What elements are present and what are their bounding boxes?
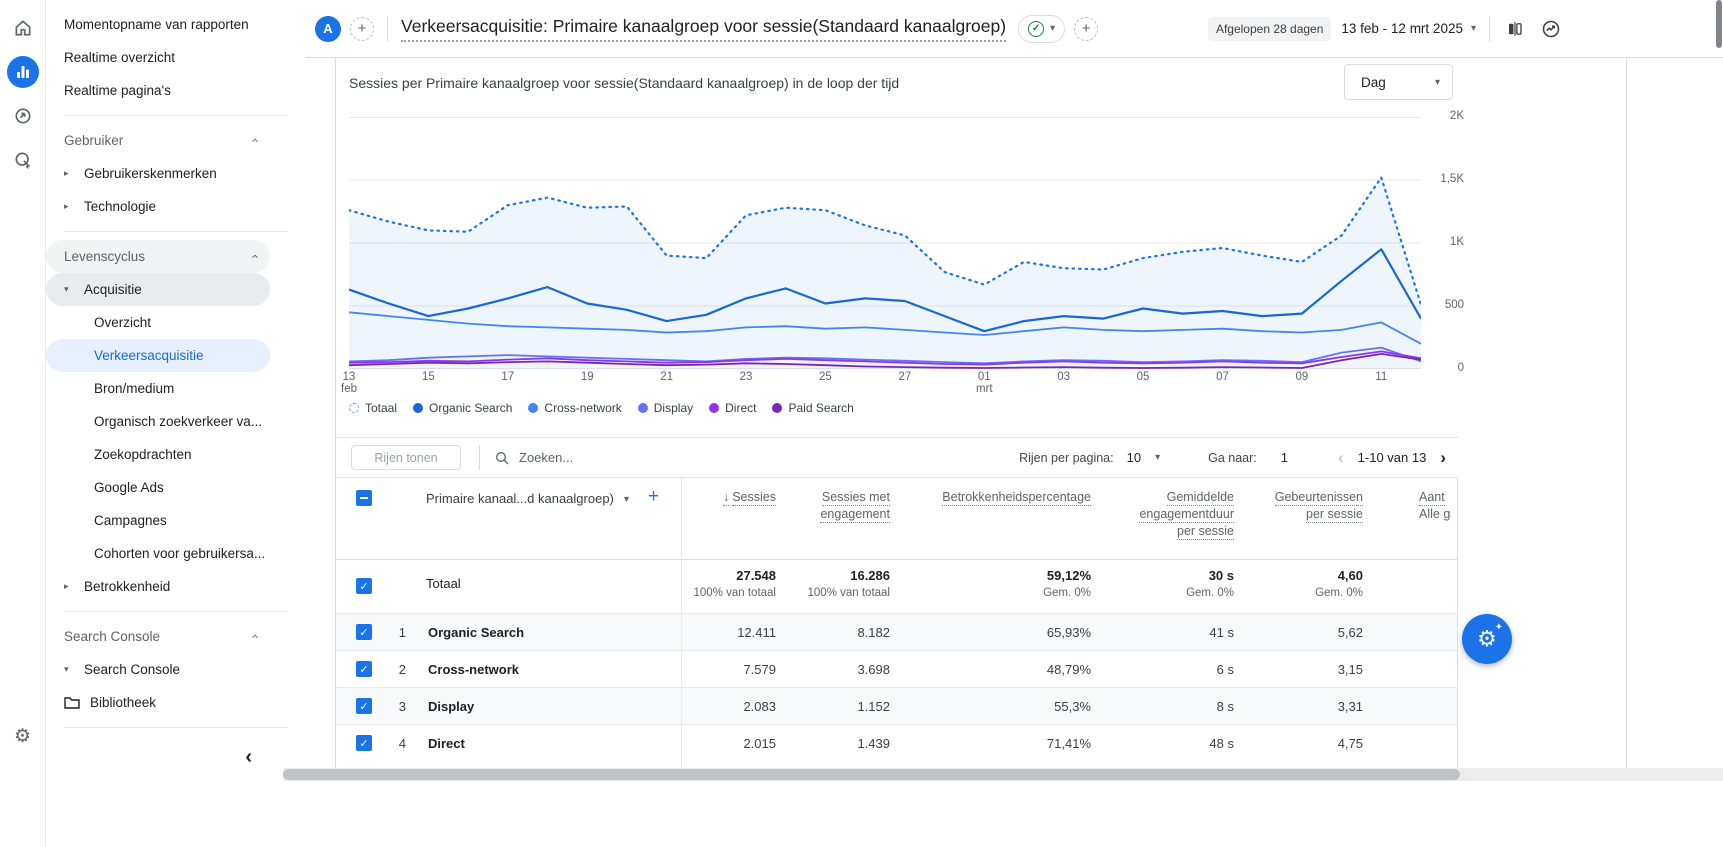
- row-channel-name: Display: [428, 698, 475, 714]
- column-header-aant[interactable]: [1363, 478, 1458, 559]
- row-index: 1: [398, 624, 406, 640]
- x-tick-day: 25: [819, 371, 832, 383]
- table-search: [494, 450, 739, 466]
- sidebar-item-label: Search Console: [84, 662, 181, 677]
- row-channel-name: Direct: [428, 735, 465, 751]
- chevron-down-icon[interactable]: ▾: [1470, 23, 1476, 34]
- advertising-icon[interactable]: [7, 144, 39, 176]
- x-tick-label: [1057, 371, 1070, 383]
- row-value-cell: 3.698: [857, 661, 890, 677]
- sidebar-item-google-ads[interactable]: [46, 471, 270, 504]
- sidebar-item-verkeersacquisitie[interactable]: [46, 339, 270, 372]
- granularity-select[interactable]: [1344, 64, 1453, 100]
- total-value: 4,60: [1337, 568, 1363, 583]
- report-sidebar: [46, 0, 306, 847]
- admin-gear-icon[interactable]: ⚙: [13, 725, 32, 747]
- search-input[interactable]: [519, 450, 739, 465]
- add-report-icon[interactable]: +: [1074, 17, 1098, 41]
- row-value-cell: 2.015: [743, 735, 776, 751]
- total-value-cell: [1091, 560, 1234, 613]
- column-header-line: per sessie: [1177, 524, 1234, 538]
- rows-per-page-value[interactable]: 10: [1126, 450, 1142, 465]
- chart-legend: [349, 401, 854, 415]
- row-dimension-cell: [336, 624, 681, 640]
- section-label: Gebruiker: [64, 133, 124, 148]
- table-controls: [336, 438, 1458, 478]
- chevron-down-icon: ▾: [1434, 76, 1440, 88]
- table-row[interactable]: [336, 724, 1458, 761]
- x-tick-day: 17: [501, 371, 515, 383]
- sidebar-item-label: Zoekopdrachten: [94, 447, 192, 462]
- sidebar-divider: [64, 727, 288, 728]
- column-divider: [681, 478, 682, 770]
- check-circle-icon: ✓: [1028, 21, 1044, 37]
- table-body: [336, 613, 1458, 761]
- vertical-scrollbar-thumb[interactable]: [1716, 0, 1722, 48]
- x-tick-day: 27: [898, 371, 912, 383]
- x-tick-label: [976, 371, 993, 395]
- legend-swatch: [772, 403, 782, 413]
- y-tick-label: 0: [1457, 362, 1464, 374]
- legend-item-display[interactable]: [638, 401, 693, 415]
- row-checkbox[interactable]: ✓: [356, 698, 372, 714]
- row-value-cell: 1.439: [857, 735, 890, 751]
- sidebar-divider: [64, 611, 288, 612]
- sidebar-item-label: Verkeersacquisitie: [94, 348, 204, 363]
- total-value-cell: [890, 560, 1091, 613]
- sidebar-item-label: Google Ads: [94, 480, 164, 495]
- sidebar-item-label: Betrokkenheid: [84, 579, 171, 594]
- next-page-icon[interactable]: ›: [1440, 447, 1446, 467]
- sidebar-item-label: Organisch zoekverkeer va...: [94, 414, 263, 429]
- legend-swatch: [638, 403, 648, 413]
- sidebar-divider: [64, 115, 288, 116]
- sidebar-item-label: Gebruikerskenmerken: [84, 166, 217, 181]
- sidebar-item-overzicht[interactable]: [46, 306, 270, 339]
- sidebar-item-betrokkenheid[interactable]: [46, 570, 270, 603]
- x-tick-label: [422, 371, 435, 383]
- sidebar-item-bron-medium[interactable]: [46, 372, 270, 405]
- topbar: [306, 0, 1723, 58]
- x-tick-day: 23: [739, 371, 753, 383]
- x-axis-labels: [341, 371, 1421, 399]
- column-header-line: Gebeurtenissen: [1274, 490, 1363, 504]
- chevron-up-icon: ›: [246, 254, 262, 259]
- arrow-right-icon: ▸: [64, 201, 69, 211]
- row-value-cell: 55,3%: [1054, 698, 1091, 714]
- report-status-button[interactable]: [1018, 15, 1065, 43]
- row-channel-name: Organic Search: [428, 624, 525, 640]
- chevron-down-icon: ▾: [1050, 23, 1056, 34]
- row-checkbox[interactable]: ✓: [356, 624, 372, 640]
- section-label: Levenscyclus: [64, 249, 146, 264]
- y-tick-label: 500: [1444, 299, 1464, 311]
- column-header-gebeurtenissen[interactable]: [1234, 478, 1363, 559]
- sidebar-item-realtime-overzicht[interactable]: [46, 41, 270, 74]
- reports-icon[interactable]: [7, 56, 39, 88]
- column-header-sessies-met[interactable]: [776, 478, 890, 559]
- legend-item-organic-search[interactable]: [413, 401, 512, 415]
- sidebar-item-label: Bron/medium: [94, 381, 175, 396]
- granularity-value: Dag: [1361, 74, 1386, 90]
- legend-label: Display: [653, 401, 694, 415]
- sidebar-item-label: Technologie: [84, 199, 157, 214]
- select-all-checkbox[interactable]: [356, 490, 372, 506]
- sidebar-item-label: Acquisitie: [84, 282, 142, 297]
- row-value-cell: 5,62: [1337, 624, 1363, 640]
- x-tick-label: [341, 371, 357, 395]
- y-tick-label: 1,5K: [1440, 173, 1464, 185]
- x-tick-label: [740, 371, 753, 383]
- total-subtext: 100% van totaal: [693, 587, 776, 599]
- divider: [479, 445, 480, 470]
- legend-item-direct[interactable]: [709, 401, 756, 415]
- compare-icon[interactable]: [1503, 17, 1527, 41]
- legend-swatch: [709, 403, 719, 413]
- sidebar-item-cohorten-voor-gebruikersa-[interactable]: [46, 537, 270, 570]
- row-index: 4: [398, 735, 406, 751]
- column-filter-label: Alle g: [1419, 507, 1451, 521]
- total-value: 30 s: [1208, 568, 1234, 583]
- column-header-line: engagementduur: [1139, 507, 1234, 521]
- sidebar-item-bibliotheek[interactable]: [46, 686, 270, 719]
- customize-report-fab[interactable]: [1462, 614, 1512, 664]
- sidebar-item-momentopname-van-rapporten[interactable]: [46, 8, 270, 41]
- legend-label: Cross-network: [544, 401, 622, 415]
- horizontal-scrollbar-thumb[interactable]: [283, 769, 1460, 780]
- rows-per-page-label: Rijen per pagina:: [1019, 450, 1114, 465]
- legend-item-totaal[interactable]: [349, 401, 397, 415]
- total-label: Totaal: [426, 576, 461, 591]
- row-value-cell: 3,31: [1337, 698, 1363, 714]
- sidebar-item-organisch-zoekverkeer-va-[interactable]: [46, 405, 270, 438]
- legend-label: Paid Search: [788, 401, 854, 415]
- pagination-controls: [1019, 448, 1458, 468]
- total-subtext: Gem. 0%: [1186, 587, 1234, 599]
- row-value-cell: 1.152: [857, 698, 890, 714]
- vertical-scrollbar[interactable]: [1716, 0, 1722, 847]
- table-edge: [1457, 478, 1458, 770]
- column-header-line: Betrokkenheidspercentage: [942, 490, 1091, 504]
- sidebar-item-campagnes[interactable]: [46, 504, 270, 537]
- total-value: 27.548: [736, 568, 776, 583]
- sidebar-section-search-console[interactable]: [46, 620, 270, 653]
- collapse-sidebar-button[interactable]: ‹: [245, 746, 252, 768]
- dimension-header-cell: [336, 478, 681, 559]
- column-header-line: Sessies met: [821, 490, 890, 504]
- x-tick-day: 07: [1216, 371, 1229, 383]
- show-rows-button[interactable]: Rijen tonen: [351, 445, 461, 470]
- y-tick-label: 1K: [1449, 236, 1464, 248]
- caret-down-icon: ▾: [64, 284, 69, 294]
- sidebar-item-label: Realtime overzicht: [64, 50, 176, 65]
- row-checkbox[interactable]: ✓: [356, 661, 372, 677]
- table-header-row: [336, 478, 1458, 560]
- x-tick-day: 15: [422, 371, 435, 383]
- goto-page-input[interactable]: 1: [1280, 450, 1288, 465]
- column-header-line: per sessie: [1306, 507, 1363, 521]
- row-index: 2: [398, 661, 406, 677]
- add-dimension-icon[interactable]: +: [648, 486, 660, 507]
- sidebar-item-zoekopdrachten[interactable]: [46, 438, 270, 471]
- nav-rail: [0, 0, 46, 847]
- row-value-cell: 8 s: [1216, 698, 1234, 714]
- column-header-line: Gemiddelde: [1166, 490, 1234, 504]
- gear-icon: ⚙: [1477, 626, 1497, 651]
- row-checkbox[interactable]: ✓: [356, 578, 372, 594]
- row-checkbox[interactable]: ✓: [356, 735, 372, 751]
- x-tick-day: 05: [1136, 371, 1150, 383]
- search-icon: [494, 450, 510, 466]
- row-dimension-cell: [336, 661, 681, 677]
- row-value-cell: 71,41%: [1046, 735, 1091, 751]
- total-subtext: Gem. 0%: [1315, 587, 1363, 599]
- x-tick-day: 11: [1375, 371, 1388, 383]
- sidebar-item-realtime-pagina-s[interactable]: [46, 74, 270, 107]
- x-tick-day: 13: [342, 371, 356, 383]
- x-tick-day: 09: [1295, 371, 1309, 383]
- add-comparison-icon[interactable]: +: [350, 17, 374, 41]
- legend-item-cross-network[interactable]: [528, 401, 621, 415]
- row-value-cell: 4,75: [1337, 735, 1363, 751]
- x-tick-month: feb: [341, 383, 357, 395]
- sessions-line-chart[interactable]: [349, 117, 1421, 369]
- sidebar-item-label: Overzicht: [94, 315, 152, 330]
- y-tick-label: 2K: [1449, 110, 1464, 122]
- section-label: Search Console: [64, 629, 161, 644]
- row-value-cell: 8.182: [857, 624, 890, 640]
- row-value-cell: 48,79%: [1046, 661, 1091, 677]
- sidebar-item-label: Campagnes: [94, 513, 167, 528]
- x-tick-label: [660, 371, 673, 383]
- arrow-right-icon: ▸: [64, 581, 69, 591]
- sidebar-item-label: Momentopname van rapporten: [64, 17, 249, 32]
- legend-label: Totaal: [365, 401, 398, 415]
- column-header-line: engagement: [820, 507, 890, 521]
- column-header-line: ↓ Sessies: [722, 490, 776, 504]
- x-tick-day: 01: [977, 371, 991, 383]
- chart-canvas: [349, 117, 1421, 369]
- legend-swatch: [528, 403, 538, 413]
- chevron-down-icon[interactable]: ▾: [624, 494, 630, 505]
- legend-swatch: [413, 403, 423, 413]
- table-row[interactable]: [336, 650, 1458, 687]
- prev-page-icon[interactable]: ‹: [1337, 447, 1344, 467]
- horizontal-scrollbar[interactable]: [283, 768, 1723, 781]
- sidebar-divider: [64, 231, 288, 232]
- x-tick-day: 03: [1057, 371, 1071, 383]
- sidebar-item-label: Bibliotheek: [90, 695, 157, 710]
- insights-icon[interactable]: [1539, 17, 1563, 41]
- x-tick-label: [819, 371, 832, 383]
- x-tick-label: [501, 371, 514, 383]
- sidebar-item-gebruikerskenmerken[interactable]: [46, 157, 270, 190]
- x-tick-label: [581, 371, 594, 383]
- arrow-right-icon: ▸: [64, 168, 69, 178]
- row-value-cell: 2.083: [743, 698, 776, 714]
- legend-swatch: [349, 403, 359, 413]
- table-row[interactable]: [336, 613, 1458, 650]
- column-header-betrokkenheidspercentage[interactable]: [890, 478, 1091, 559]
- row-channel-name: Cross-network: [428, 661, 520, 677]
- total-subtext: 100% van totaal: [807, 587, 890, 599]
- date-range-selector[interactable]: 13 feb - 12 mrt 2025: [1341, 21, 1463, 36]
- chevron-up-icon: ›: [246, 138, 262, 143]
- legend-item-paid-search[interactable]: [772, 401, 853, 415]
- column-header-sessies[interactable]: [681, 478, 776, 559]
- sidebar-item-acquisitie[interactable]: [46, 273, 270, 306]
- total-value-cell: [1234, 560, 1363, 613]
- report-table: [336, 437, 1458, 770]
- table-row[interactable]: [336, 687, 1458, 724]
- row-value-cell: 7.579: [743, 661, 776, 677]
- sidebar-item-search-console[interactable]: [46, 653, 270, 686]
- date-preset-chip[interactable]: Afgelopen 28 dagen: [1208, 17, 1331, 41]
- total-value-cell: [681, 560, 776, 613]
- dimension-header[interactable]: Primaire kanaal...d kanaalgroep): [426, 491, 614, 506]
- caret-down-icon: ▾: [64, 664, 69, 674]
- goto-page-label: Ga naar:: [1208, 450, 1257, 465]
- divider: [387, 16, 388, 42]
- total-value: 59,12%: [1046, 568, 1091, 583]
- explore-icon[interactable]: [7, 100, 39, 132]
- x-tick-label: [1375, 371, 1387, 383]
- sidebar-list: [46, 8, 306, 728]
- chevron-down-icon[interactable]: ▾: [1155, 452, 1161, 463]
- row-dimension-cell: [336, 735, 681, 751]
- row-value-cell: 12.411: [737, 624, 776, 640]
- row-dimension-cell: [336, 698, 681, 714]
- total-value: 16.286: [850, 568, 890, 583]
- legend-label: Organic Search: [429, 401, 513, 415]
- total-value-cell: [776, 560, 890, 613]
- total-subtext: Gem. 0%: [1043, 587, 1091, 599]
- sidebar-item-label: Cohorten voor gebruikersa...: [94, 546, 266, 561]
- row-value-cell: 65,93%: [1046, 624, 1091, 640]
- totaal-area-fill: [349, 178, 1421, 370]
- sort-desc-icon: ↓: [722, 490, 730, 504]
- report-card: [335, 58, 1627, 770]
- x-tick-day: 19: [580, 371, 594, 383]
- total-label-cell: [336, 560, 681, 613]
- x-tick-label: [1295, 371, 1308, 383]
- sparkle-icon: ✦: [1494, 622, 1503, 633]
- legend-label: Direct: [725, 401, 757, 415]
- y-axis-labels: [1430, 110, 1464, 374]
- sidebar-item-technologie[interactable]: [46, 190, 270, 223]
- x-tick-label: [898, 371, 911, 383]
- table-total-row: [336, 560, 1458, 613]
- divider: [1489, 16, 1490, 42]
- sidebar-section-levenscyclus[interactable]: [46, 240, 270, 273]
- folder-icon: [64, 696, 80, 709]
- report-title[interactable]: Verkeersacquisitie: Primaire kanaalgroep voor sessie(Standaard kanaalgroep): [401, 16, 1006, 42]
- page-range: 1-10 van 13: [1357, 450, 1427, 465]
- main-area: [306, 0, 1723, 847]
- row-value-cell: 6 s: [1216, 661, 1234, 677]
- avatar[interactable]: A: [315, 16, 341, 42]
- x-tick-label: [1137, 371, 1150, 383]
- column-header-line: Aant: [1419, 490, 1445, 504]
- row-value-cell: 41 s: [1209, 624, 1234, 640]
- column-header-gemiddelde[interactable]: [1091, 478, 1234, 559]
- home-icon[interactable]: [7, 12, 39, 44]
- x-tick-label: [1216, 371, 1229, 383]
- sidebar-item-label: Realtime pagina's: [64, 83, 171, 98]
- row-index: 3: [398, 698, 406, 714]
- sidebar-section-gebruiker[interactable]: [46, 124, 270, 157]
- x-tick-month: mrt: [975, 383, 993, 395]
- chart-title: Sessies per Primaire kanaalgroep voor sessie(Standaard kanaalgroep) in de loop der tijd: [349, 75, 900, 91]
- row-value-cell: 48 s: [1209, 735, 1234, 751]
- x-tick-day: 21: [660, 371, 674, 383]
- chevron-up-icon: ›: [246, 634, 262, 639]
- row-value-cell: 3,15: [1337, 661, 1363, 677]
